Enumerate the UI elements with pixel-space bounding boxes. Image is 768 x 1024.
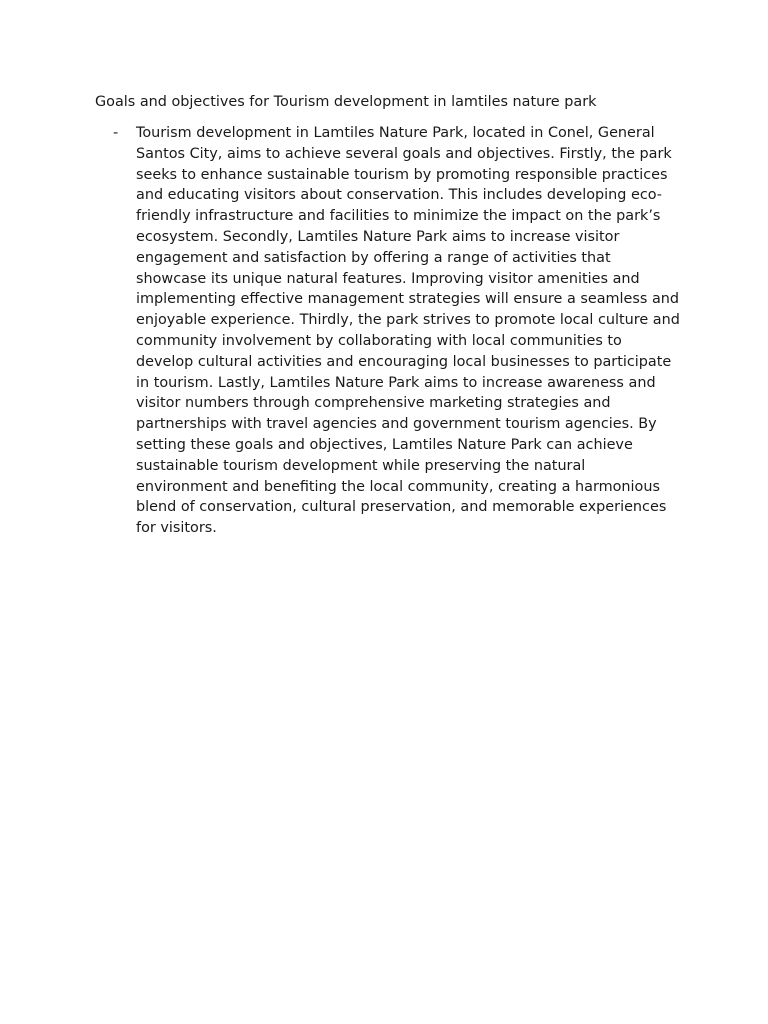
paragraph-text: Tourism development in Lamtiles Nature Park, located in Conel, General Santos City, aims to achieve several goals and objectives. Firstly, the park seeks to enhance sustainable tourism by promoting responsible practices and educating visitors about conservation. This includes developing eco-friendly infrastructure and facilities to minimize the impact on the park’s ecosystem. Secondly, Lamtiles Nature Park aims to increase visitor engagement and satisfaction by offering a range of activities that showcase its unique natural features. Improving visitor amenities and implementing effective management strategies will ensure a seamless and enjoyable experience. Thirdly, the park strives to promote local culture and community involvement by collaborating with local communities to develop cultural activities and encouraging local businesses to participate in tourism. Lastly, Lamtiles Nature Park aims to increase awareness and visitor numbers through comprehensive marketing strategies and partnerships with travel agencies and government tourism agencies. By setting these goals and objectives, Lamtiles Nature Park can achieve sustainable tourism development while preserving the natural environment and benefiting the local community, creating a harmonious blend of conservation, cultural preservation, and memorable experiences for visitors. [136, 125, 680, 537]
bullet-list [95, 123, 695, 539]
bullet-marker: - [113, 125, 119, 141]
list-item [95, 123, 695, 539]
document-heading: Goals and objectives for Tourism development in lamtiles nature park [95, 94, 597, 110]
